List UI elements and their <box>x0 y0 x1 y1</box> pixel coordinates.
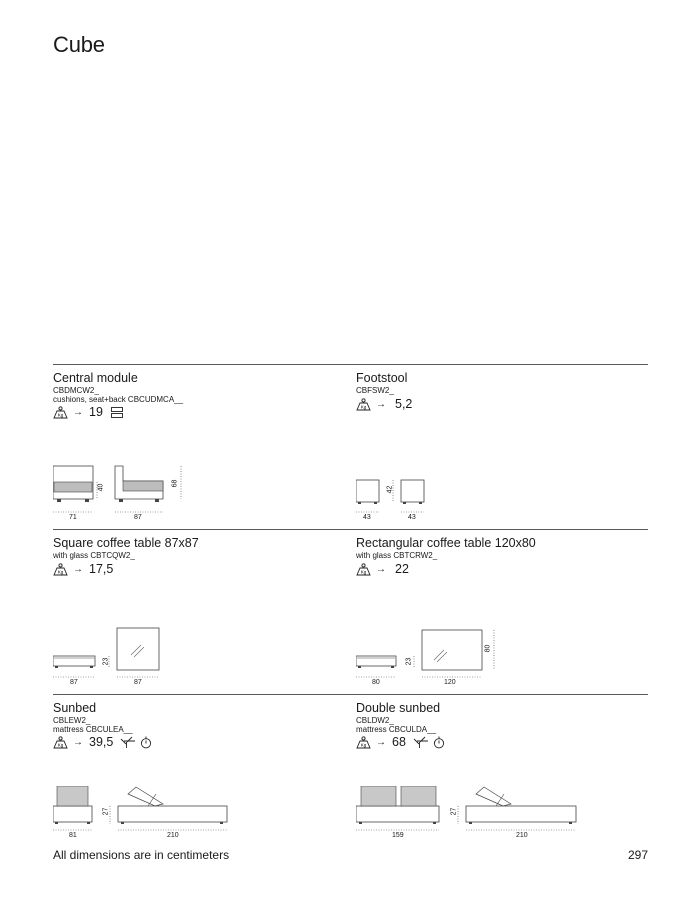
weight-row <box>356 734 445 750</box>
weight-row <box>356 396 412 412</box>
arrow-icon: → <box>376 736 386 748</box>
arrow-icon: → <box>376 563 386 575</box>
arrow-icon: → <box>73 736 83 748</box>
dim-depth-label: 87 <box>134 679 142 686</box>
dim-depth-label: 210 <box>516 832 528 839</box>
product-subtext: mattress CBCULEA__ <box>53 725 133 734</box>
dim-height-label: 27 <box>102 807 110 816</box>
product-code: with glass CBTCRW2_ <box>356 551 438 560</box>
weight-value: 68 <box>392 735 406 749</box>
arrow-icon: → <box>73 406 83 418</box>
dim-width-label: 87 <box>70 679 78 686</box>
weight-value: 19 <box>89 405 103 419</box>
timer-icon <box>140 736 152 749</box>
section-divider <box>53 529 648 530</box>
product-subtext: mattress CBCULDA__ <box>356 725 437 734</box>
weight-kg-icon <box>53 736 68 749</box>
arrow-icon: → <box>73 563 83 575</box>
footer-note: All dimensions are in centimeters <box>53 848 230 862</box>
dim-height-label: 27 <box>450 807 458 816</box>
weight-row <box>356 561 409 577</box>
page-number: 297 <box>627 848 648 862</box>
dim-width-label: 80 <box>372 679 380 686</box>
product-name: Square coffee table 87x87 <box>53 536 199 550</box>
weight-kg-icon <box>356 736 371 749</box>
product-double-sunbed <box>356 696 646 856</box>
product-code: CBFSW2_ <box>356 386 394 395</box>
svg-text:Kg: Kg <box>360 404 367 410</box>
dim-height-label: 23 <box>405 657 413 666</box>
cushion-stack-icon <box>111 407 123 418</box>
dim-height-label: 23 <box>102 657 110 666</box>
dim-height-label: 68 <box>171 479 179 488</box>
product-name: Rectangular coffee table 120x80 <box>356 536 536 550</box>
weight-kg-icon <box>356 563 371 576</box>
dim-height-label: 42 <box>386 485 394 494</box>
product-name: Double sunbed <box>356 701 441 715</box>
weight-kg-icon <box>356 398 371 411</box>
timer-icon <box>433 736 445 749</box>
section-divider <box>53 364 648 365</box>
weight-row <box>53 734 152 750</box>
section-divider <box>53 694 648 695</box>
weight-value: 39,5 <box>89 735 114 749</box>
dim-side-label: 80 <box>484 644 492 653</box>
svg-text:Kg: Kg <box>360 742 367 748</box>
dim-depth-label: 120 <box>444 679 456 686</box>
product-subtext: cushions, seat+back CBCUDMCA__ <box>53 395 184 404</box>
svg-text:Kg: Kg <box>57 412 64 418</box>
dim-depth-label: 87 <box>134 514 142 521</box>
product-sunbed <box>53 696 343 856</box>
page-title: Cube <box>53 32 105 57</box>
product-name: Footstool <box>356 371 408 385</box>
product-rectangular-coffee-table <box>356 531 646 691</box>
weight-value: 5,2 <box>395 397 413 411</box>
svg-text:Kg: Kg <box>57 569 64 575</box>
dim-seat-height-label: 40 <box>97 483 105 492</box>
dimension-drawing <box>356 786 646 876</box>
product-code: CBDMCW2_ <box>53 386 99 395</box>
product-name: Sunbed <box>53 701 97 715</box>
product-code: CBLEW2_ <box>53 716 91 725</box>
svg-text:Kg: Kg <box>57 742 64 748</box>
product-code: with glass CBTCQW2_ <box>53 551 135 560</box>
dim-depth-label: 43 <box>408 514 416 521</box>
arrow-icon: → <box>376 398 386 410</box>
weight-value: 17,5 <box>89 562 114 576</box>
svg-text:Kg: Kg <box>360 569 367 575</box>
weight-kg-icon <box>53 406 68 419</box>
dim-width-label: 81 <box>69 832 77 839</box>
product-code: CBLDW2_ <box>356 716 394 725</box>
dim-depth-label: 210 <box>167 832 179 839</box>
outdoor-plant-icon <box>120 736 136 749</box>
weight-row <box>53 404 123 420</box>
weight-value: 22 <box>395 562 409 576</box>
weight-kg-icon <box>53 563 68 576</box>
product-footstool <box>356 366 646 526</box>
dimension-drawing <box>53 786 343 876</box>
weight-row <box>53 561 113 577</box>
dim-width-label: 71 <box>69 514 77 521</box>
dim-width-label: 43 <box>363 514 371 521</box>
product-name: Central module <box>53 371 138 385</box>
dim-width-label: 159 <box>392 832 404 839</box>
product-central-module <box>53 366 343 526</box>
product-square-coffee-table <box>53 531 343 691</box>
outdoor-plant-icon <box>413 736 429 749</box>
